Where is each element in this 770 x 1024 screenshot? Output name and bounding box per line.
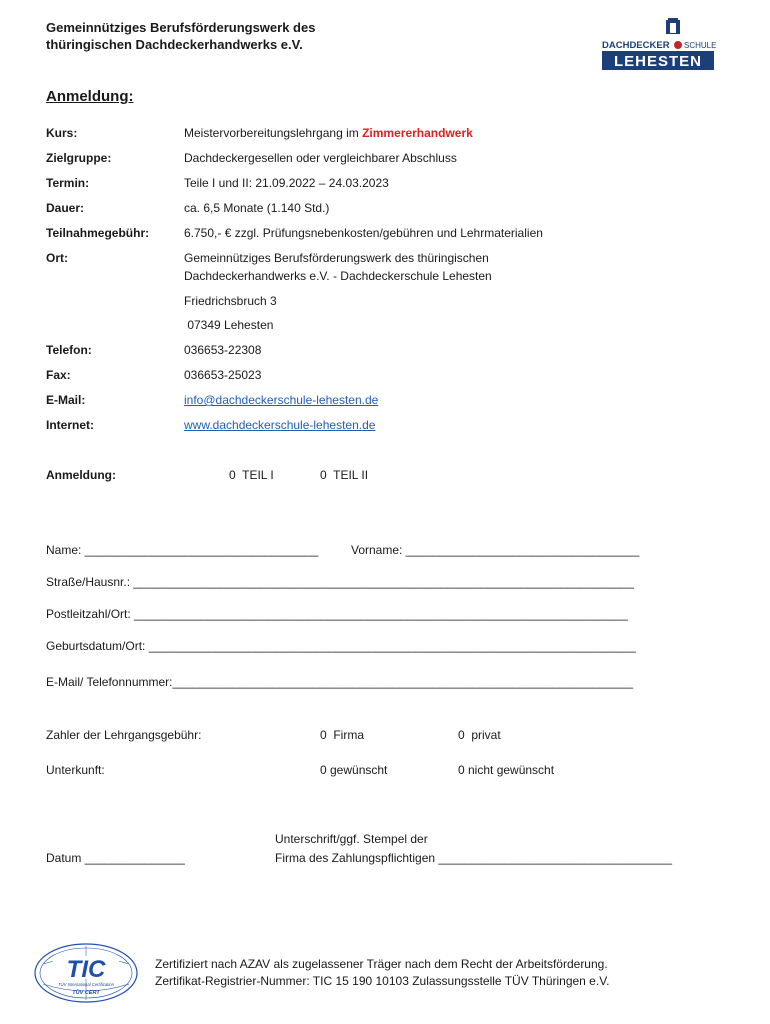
termin-value: Teile I und II: 21.09.2022 – 24.03.2023	[184, 176, 389, 190]
certification-line-2: Zertifikat-Registrier-Nummer: TIC 15 190 10103 Zulassungsstelle TÜV Thüringen e.V.	[155, 974, 610, 988]
seal-subtext-1: TÜV International Certification	[58, 982, 114, 987]
zahler-label: Zahler der Lehrgangsgebühr:	[46, 728, 202, 742]
termin-label: Termin:	[46, 176, 90, 190]
ort-line-3: Friedrichsbruch 3	[184, 294, 277, 308]
signature-label-line-1: Unterschrift/ggf. Stempel der	[275, 832, 428, 846]
organization-line-2: thüringischen Dachdeckerhandwerks e.V.	[46, 37, 303, 52]
zielgruppe-label: Zielgruppe:	[46, 151, 112, 165]
ort-line-2: Dachdeckerhandwerks e.V. - Dachdeckerschule Lehesten	[184, 269, 492, 283]
seal-subtext-2: TÜV CERT	[72, 990, 100, 996]
ort-label: Ort:	[46, 251, 68, 265]
vorname-field[interactable]: Vorname: ___________________________________	[351, 543, 640, 557]
organization-name	[46, 19, 315, 53]
logo-text-top-left: DACHDECKER	[602, 40, 670, 51]
internet-label: Internet:	[46, 418, 94, 432]
email-link[interactable]: info@dachdeckerschule-lehesten.de	[184, 393, 379, 407]
dauer-label: Dauer:	[46, 201, 85, 215]
signature-field[interactable]: Firma des Zahlungspflichtigen ___________________________________	[275, 851, 672, 865]
certification-line-1: Zertifiziert nach AZAV als zugelassener Träger nach dem Recht der Arbeitsförderung.	[155, 957, 608, 971]
datum-field[interactable]: Datum _______________	[46, 851, 185, 865]
logo-text-bottom: LEHESTEN	[613, 53, 703, 70]
plz-ort-field[interactable]: Postleitzahl/Ort: __________________________________________________________________________	[46, 607, 628, 621]
ort-line-4: 07349 Lehesten	[184, 318, 274, 332]
kurs-highlight: Zimmererhandwerk	[362, 126, 473, 140]
certification-note	[155, 956, 609, 990]
page-title: Anmeldung:	[46, 88, 134, 105]
unterkunft-label: Unterkunft:	[46, 763, 105, 777]
fax-label: Fax:	[46, 368, 71, 382]
option-privat[interactable]: 0 privat	[458, 728, 501, 742]
dauer-value: ca. 6,5 Monate (1.140 Std.)	[184, 201, 330, 215]
website-link[interactable]: www.dachdeckerschule-lehesten.de	[184, 418, 376, 432]
option-teil-1[interactable]: 0 TEIL I	[229, 468, 274, 482]
logo-text-top-right: SCHULE	[684, 41, 716, 50]
tic-certification-seal	[33, 942, 139, 1004]
option-firma[interactable]: 0 Firma	[320, 728, 365, 742]
kurs-value-text: Meistervorbereitungslehrgang im	[184, 126, 363, 140]
option-nicht-gewuenscht[interactable]: 0 nicht gewünscht	[458, 763, 555, 777]
kurs-label: Kurs:	[46, 126, 78, 140]
kurs-value	[184, 126, 473, 140]
fax-value: 036653-25023	[184, 368, 262, 382]
gebuehr-label: Teilnahmegebühr:	[46, 226, 150, 240]
name-field[interactable]: Name: ___________________________________	[46, 543, 319, 557]
dachdeckerschule-logo	[600, 18, 716, 72]
strasse-field[interactable]: Straße/Hausnr.: ___________________________________________________________________________	[46, 575, 634, 589]
telefon-label: Telefon:	[46, 343, 92, 357]
kontakt-field[interactable]: E-Mail/ Telefonnummer:_____________________________________________________________________	[46, 675, 633, 689]
option-gewuenscht[interactable]: 0 gewünscht	[320, 763, 388, 777]
zielgruppe-value: Dachdeckergesellen oder vergleichbarer Abschluss	[184, 151, 457, 165]
telefon-value: 036653-22308	[184, 343, 262, 357]
email-label: E-Mail:	[46, 393, 86, 407]
option-teil-2[interactable]: 0 TEIL II	[320, 468, 369, 482]
gebuehr-value: 6.750,- € zzgl. Prüfungsnebenkosten/gebühren und Lehrmaterialien	[184, 226, 543, 240]
seal-text: TIC	[66, 956, 106, 983]
anmeldung-label: Anmeldung:	[46, 468, 116, 482]
organization-line-1: Gemeinnütziges Berufsförderungswerk des	[46, 20, 316, 35]
ort-line-1: Gemeinnütziges Berufsförderungswerk des thüringischen	[184, 251, 489, 265]
geburtsdatum-field[interactable]: Geburtsdatum/Ort: _________________________________________________________________________	[46, 639, 636, 653]
